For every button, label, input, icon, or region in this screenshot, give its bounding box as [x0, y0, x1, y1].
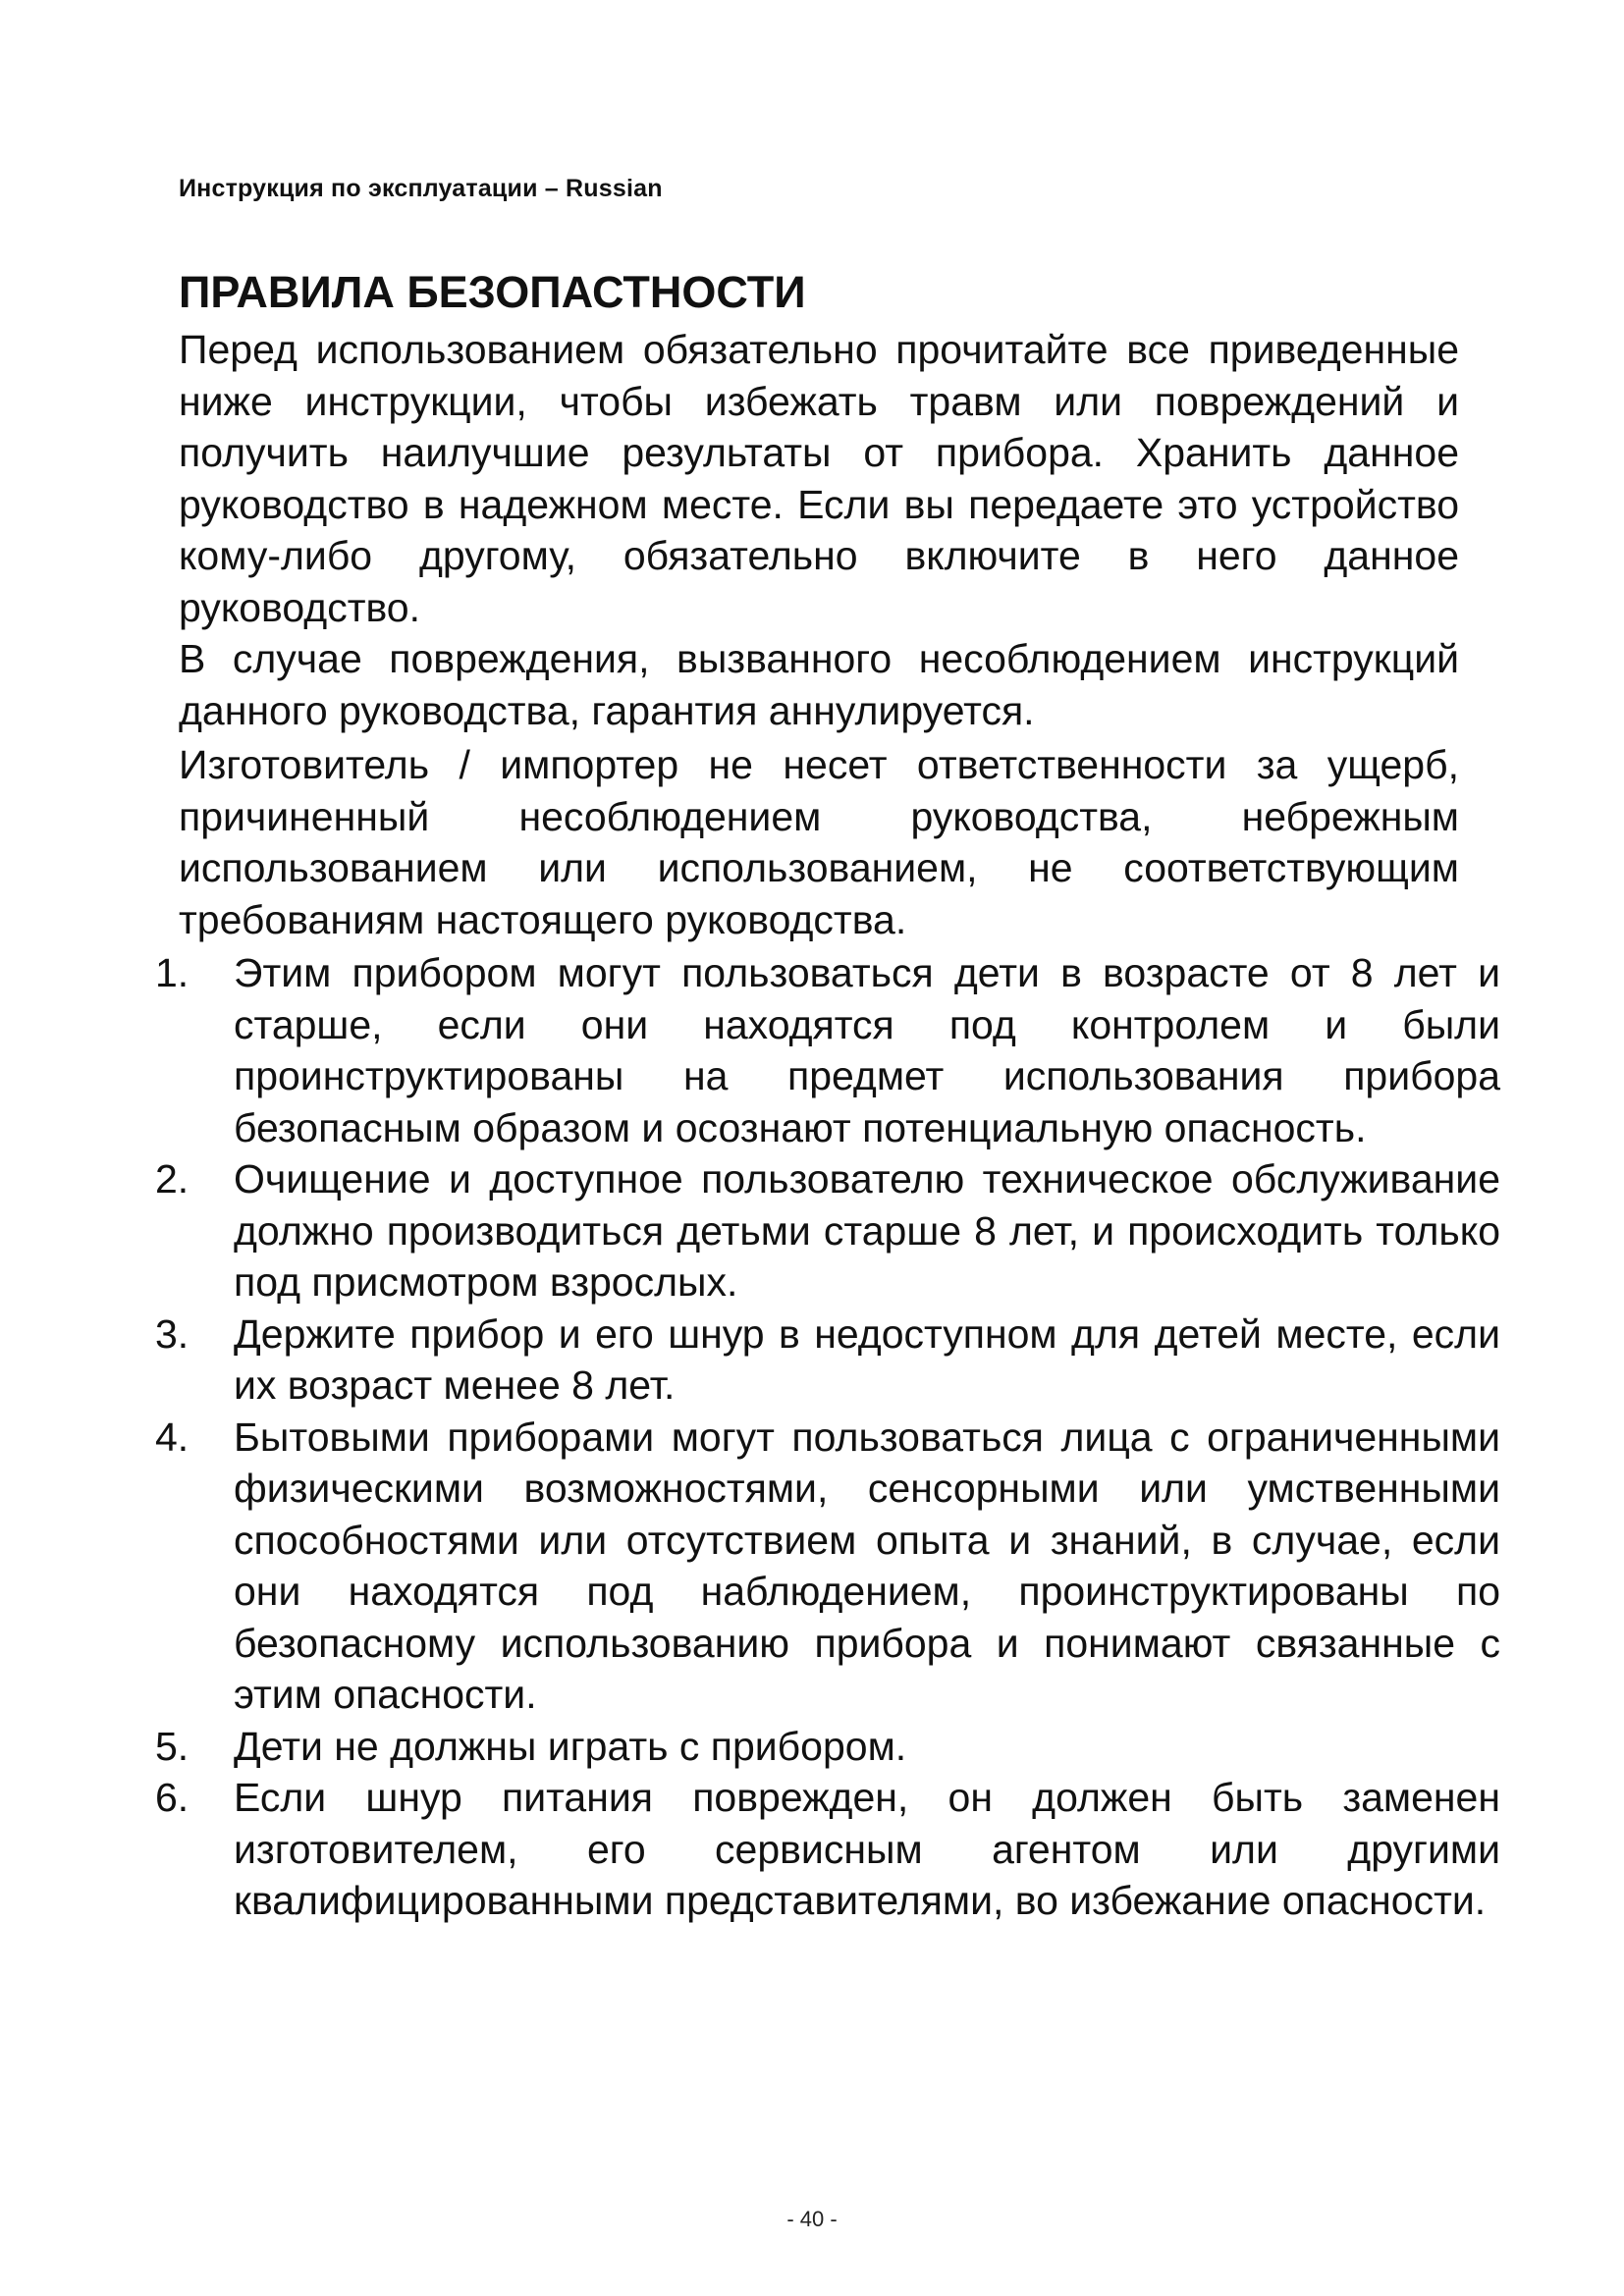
- list-item: [155, 1412, 1500, 1721]
- intro-paragraph: Перед использованием обязательно прочитайте все приведенные ниже инструкции, чтобы избежать травм или повреждений и получить наилучшие результаты от прибора. Хранить данное руководство в надежном месте. Если вы передаете это устройство кому-либо другому, обязательно включите в него данное руководство.: [179, 327, 1459, 630]
- list-item-text: Бытовыми приборами могут пользоваться лица с ограниченными физическими возможностями, сенсорными или умственными способностями или отсутствием опыта и знаний, в случае, если они находятся под наблюдением, проинструктированы по безопасному использованию прибора и понимают связанные с этим опасности.: [234, 1414, 1500, 1717]
- list-item-number: 5.: [155, 1723, 189, 1769]
- list-item: [155, 1153, 1500, 1308]
- safety-rules-list: [155, 947, 1500, 1927]
- list-item-text: Дети не должны играть с прибором.: [234, 1723, 907, 1769]
- list-item-number: 1.: [155, 950, 189, 995]
- list-item-number: 3.: [155, 1310, 189, 1357]
- list-item: [155, 1721, 1500, 1773]
- list-item: [155, 1308, 1500, 1412]
- section-title: ПРАВИЛА БЕЗОПАСТНОСТИ: [179, 267, 806, 317]
- liability-paragraph: Изготовитель / импортер не несет ответственности за ущерб, причиненный несоблюдением руководства, небрежным использованием или использованием, не соответствующим требованиям настоящего руководства.: [179, 742, 1459, 942]
- list-item-text: Этим прибором могут пользоваться дети в возрасте от 8 лет и старше, если они находятся под контролем и были проинструктированы на предмет использования прибора безопасным образом и осознают потенциальную опасность.: [234, 950, 1500, 1150]
- list-item-text: Держите прибор и его шнур в недоступном для детей месте, если их возраст менее 8 лет.: [234, 1310, 1500, 1408]
- list-item: [155, 1772, 1500, 1927]
- list-item-number: 2.: [155, 1156, 189, 1201]
- list-item: [155, 947, 1500, 1153]
- list-item-text: Очищение и доступное пользователю техническое обслуживание должно производиться детьми старше 8 лет, и происходить только под присмотром взрослых.: [234, 1156, 1500, 1305]
- list-item-number: 4.: [155, 1414, 189, 1460]
- list-item-text: Если шнур питания поврежден, он должен быть заменен изготовителем, его сервисным агентом или другими квалифицированными представителями, во избежание опасности.: [234, 1775, 1500, 1923]
- list-item-number: 6.: [155, 1775, 189, 1820]
- warranty-paragraph: В случае повреждения, вызванного несоблюдением инструкций данного руководства, гарантия аннулируется.: [179, 636, 1459, 733]
- page-number: - 40 -: [786, 2207, 838, 2231]
- page-header: Инструкция по эксплуатации – Russian: [179, 175, 663, 202]
